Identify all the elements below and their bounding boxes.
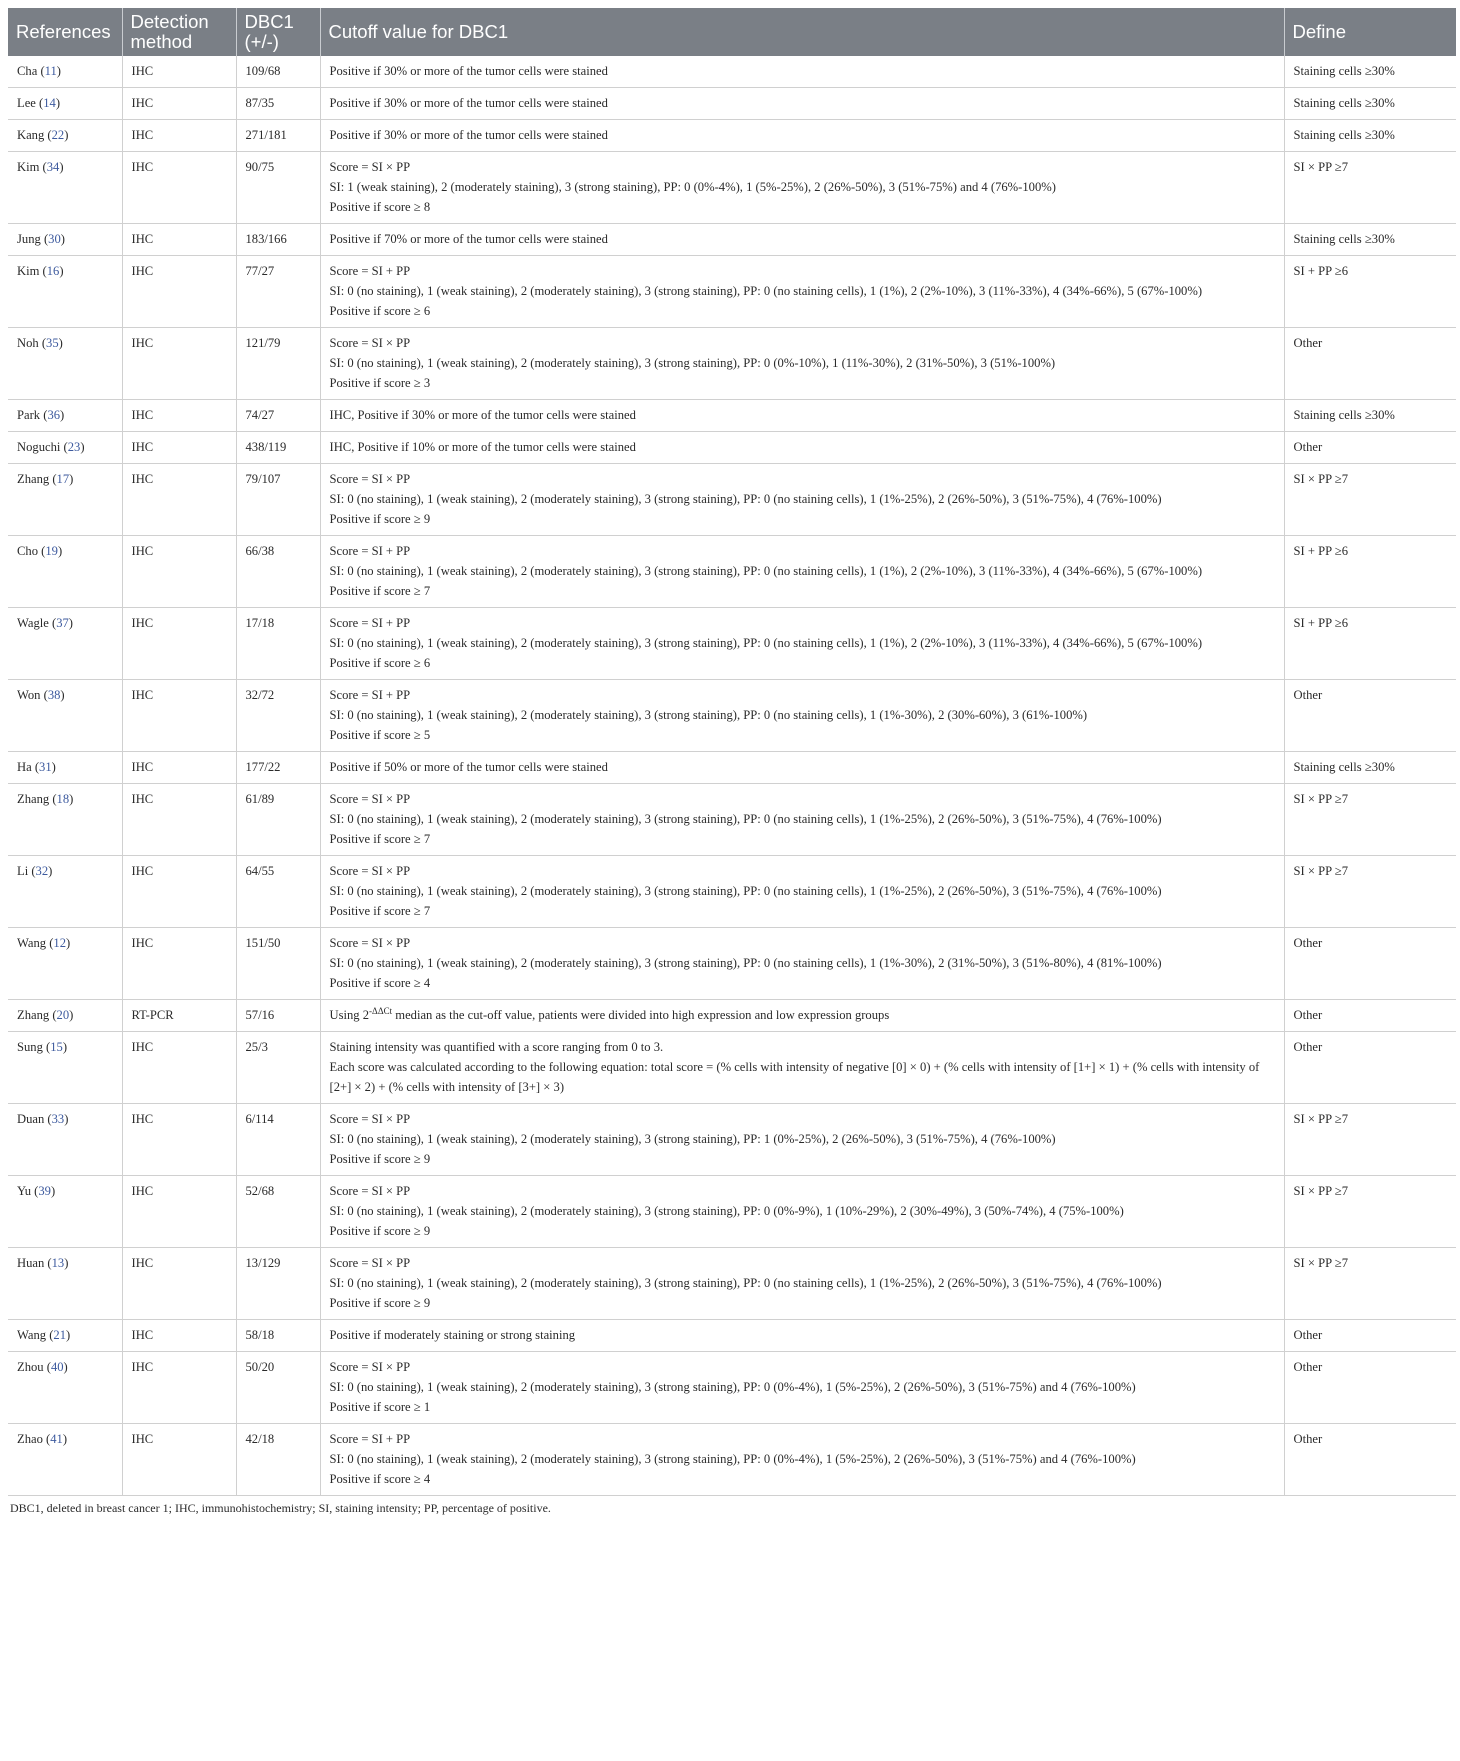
table-row [8,88,1456,120]
reference-link[interactable]: 40 [50,1360,64,1374]
cell-detection-method: IHC [122,1248,236,1320]
cell-cutoff [320,856,1284,928]
cutoff-line: SI: 0 (no staining), 1 (weak staining), 2 (moderately staining), 3 (strong staining), PP: 1 (0%-25%), 2 (26%-50%), 3 (51%-75%), 4 (76%-100%) [329,1132,1056,1146]
cell-dbc1: 87/35 [236,88,320,120]
cutoff-line: SI: 0 (no staining), 1 (weak staining), 2 (moderately staining), 3 (strong staining), PP: 0 (no staining cells), 1 (1%), 2 (2%-10%), 3 (11%-33%), 4 (34%-66%), 5 (67%-100%) [329,284,1203,298]
cell-dbc1: 109/68 [236,56,320,88]
cell-cutoff [320,56,1284,88]
cell-detection-method: IHC [122,680,236,752]
table-row [8,432,1456,464]
cutoff-line: SI: 0 (no staining), 1 (weak staining), 2 (moderately staining), 3 (strong staining), PP: 0 (0%-9%), 1 (10%-29%), 2 (30%-49%), 3 (50%-74%), 4 (75%-100%) [329,1204,1124,1218]
table-row [8,784,1456,856]
cell-dbc1: 13/129 [236,1248,320,1320]
cutoff-line: IHC, Positive if 30% or more of the tumor cells were stained [329,408,636,422]
table-row [8,752,1456,784]
cell-cutoff [320,152,1284,224]
cell-define: SI × PP ≥7 [1284,1248,1456,1320]
cell-cutoff [320,1000,1284,1032]
cutoff-line: Positive if score ≥ 4 [329,976,431,990]
reference-author: Huan [17,1256,45,1270]
reference-link[interactable]: 13 [51,1256,65,1270]
cell-dbc1: 58/18 [236,1320,320,1352]
cutoff-line: Positive if score ≥ 4 [329,1472,431,1486]
reference-author: Cho [17,544,38,558]
cell-dbc1: 74/27 [236,400,320,432]
cell-define: Staining cells ≥30% [1284,88,1456,120]
cell-dbc1: 64/55 [236,856,320,928]
cell-define: SI × PP ≥7 [1284,856,1456,928]
reference-link[interactable]: 36 [47,408,61,422]
reference-link[interactable]: 23 [67,440,81,454]
cell-cutoff [320,328,1284,400]
cell-detection-method: IHC [122,88,236,120]
reference-author: Noh [17,336,39,350]
cell-dbc1: 50/20 [236,1352,320,1424]
cell-define: Staining cells ≥30% [1284,400,1456,432]
table-row [8,536,1456,608]
cutoff-line: Positive if 30% or more of the tumor cells were stained [329,96,608,110]
reference-author: Ha [17,760,32,774]
cell-detection-method: IHC [122,1352,236,1424]
reference-author: Wang [17,936,47,950]
cell-define: SI × PP ≥7 [1284,1176,1456,1248]
cutoff-line: Positive if 50% or more of the tumor cells were stained [329,760,608,774]
cell-detection-method: IHC [122,1320,236,1352]
cutoff-line: Positive if score ≥ 8 [329,200,431,214]
cutoff-line: Score = SI × PP [329,864,411,878]
reference-author: Yu [17,1184,31,1198]
cell-cutoff [320,88,1284,120]
cell-cutoff [320,752,1284,784]
cutoff-line: SI: 0 (no staining), 1 (weak staining), 2 (moderately staining), 3 (strong staining), PP: 0 (no staining cells), 1 (1%), 2 (2%-10%), 3 (11%-33%), 4 (34%-66%), 5 (67%-100%) [329,564,1203,578]
table-row [8,608,1456,680]
cutoff-line: SI: 0 (no staining), 1 (weak staining), 2 (moderately staining), 3 (strong staining), PP: 0 (no staining cells), 1 (1%), 2 (2%-10%), 3 (11%-33%), 4 (34%-66%), 5 (67%-100%) [329,636,1203,650]
cutoff-line: Positive if score ≥ 7 [329,904,431,918]
cell-cutoff [320,680,1284,752]
cell-reference: Zhang (18) [8,784,122,856]
cutoff-line: Positive if 30% or more of the tumor cells were stained [329,128,608,142]
cell-cutoff [320,1352,1284,1424]
table-row [8,1424,1456,1496]
table-body [8,56,1456,1496]
cell-cutoff [320,1104,1284,1176]
cell-cutoff [320,224,1284,256]
cell-reference: Wang (12) [8,928,122,1000]
cutoff-line: Score = SI × PP [329,792,411,806]
cell-detection-method: IHC [122,224,236,256]
reference-link[interactable]: 18 [56,792,70,806]
cutoff-line: SI: 0 (no staining), 1 (weak staining), 2 (moderately staining), 3 (strong staining), PP: 0 (no staining cells), 1 (1%-25%), 2 (26%-50%), 3 (51%-75%), 4 (76%-100%) [329,884,1162,898]
cell-dbc1: 52/68 [236,1176,320,1248]
cell-cutoff [320,784,1284,856]
cell-dbc1: 32/72 [236,680,320,752]
reference-link[interactable]: 12 [53,936,66,950]
table-footnote: DBC1, deleted in breast cancer 1; IHC, immunohistochemistry; SI, staining intensity; PP, percentage of positive. [10,1501,551,1515]
cell-define: Other [1284,1000,1456,1032]
cutoff-line: SI: 0 (no staining), 1 (weak staining), 2 (moderately staining), 3 (strong staining), PP: 0 (no staining cells), 1 (1%-30%), 2 (31%-50%), 3 (51%-80%), 4 (81%-100%) [329,956,1162,970]
cutoff-line: Score = SI × PP [329,1256,411,1270]
cell-reference: Ha (31) [8,752,122,784]
cutoff-line: SI: 0 (no staining), 1 (weak staining), 2 (moderately staining), 3 (strong staining), PP: 0 (no staining cells), 1 (1%-25%), 2 (26%-50%), 3 (51%-75%), 4 (76%-100%) [329,1276,1162,1290]
table-row [8,328,1456,400]
table-row [8,1352,1456,1424]
cell-detection-method: RT-PCR [122,1000,236,1032]
cell-detection-method: IHC [122,784,236,856]
reference-link[interactable]: 37 [56,616,69,630]
cell-reference: Zhou (40) [8,1352,122,1424]
cell-detection-method: IHC [122,328,236,400]
cutoff-line: Score = SI × PP [329,1184,411,1198]
cell-define: Other [1284,928,1456,1000]
reference-link[interactable]: 16 [46,264,60,278]
cell-define: SI × PP ≥7 [1284,464,1456,536]
table-row [8,928,1456,1000]
cell-dbc1: 177/22 [236,752,320,784]
cell-cutoff [320,464,1284,536]
cutoff-line: Positive if score ≥ 9 [329,1296,431,1310]
reference-author: Won [17,688,41,702]
cell-cutoff [320,536,1284,608]
reference-author: Cha [17,64,38,78]
header-dbc1: DBC1 (+/-) [236,8,320,56]
cell-cutoff [320,120,1284,152]
table-row [8,856,1456,928]
cell-reference: Sung (15) [8,1032,122,1104]
cell-detection-method: IHC [122,464,236,536]
cutoff-line: Positive if score ≥ 7 [329,832,431,846]
table-row [8,152,1456,224]
reference-author: Lee [17,96,36,110]
cell-dbc1: 121/79 [236,328,320,400]
reference-link[interactable]: 17 [56,472,70,486]
cutoff-line: Positive if score ≥ 7 [329,584,431,598]
cutoff-line: Score = SI × PP [329,472,411,486]
reference-author: Zhou [17,1360,44,1374]
cell-detection-method: IHC [122,152,236,224]
cell-dbc1: 25/3 [236,1032,320,1104]
cell-dbc1: 79/107 [236,464,320,536]
cutoff-line: Score = SI × PP [329,160,411,174]
cutoff-line: Positive if score ≥ 3 [329,376,431,390]
cell-dbc1: 438/119 [236,432,320,464]
cell-detection-method: IHC [122,752,236,784]
cutoff-line: Positive if score ≥ 5 [329,728,431,742]
cell-dbc1: 57/16 [236,1000,320,1032]
cell-dbc1: 183/166 [236,224,320,256]
cell-cutoff [320,432,1284,464]
cell-reference: Kim (16) [8,256,122,328]
cell-reference: Duan (33) [8,1104,122,1176]
cell-define: Other [1284,432,1456,464]
cell-reference: Yu (39) [8,1176,122,1248]
reference-link[interactable]: 19 [45,544,58,558]
table-container [8,8,1456,1516]
cell-cutoff [320,1320,1284,1352]
cutoff-line: Score = SI × PP [329,936,411,950]
reference-link[interactable]: 15 [50,1040,63,1054]
cutoff-line: Positive if 70% or more of the tumor cells were stained [329,232,608,246]
cell-detection-method: IHC [122,400,236,432]
cell-define: Other [1284,1352,1456,1424]
table-row [8,1104,1456,1176]
reference-link[interactable]: 21 [53,1328,66,1342]
reference-author: Wagle [17,616,49,630]
cell-define: Staining cells ≥30% [1284,56,1456,88]
cutoff-line: SI: 0 (no staining), 1 (weak staining), 2 (moderately staining), 3 (strong staining), PP: 0 (0%-4%), 1 (5%-25%), 2 (26%-50%), 3 (51%-75%) and 4 (76%-100%) [329,1380,1136,1394]
cell-define: SI × PP ≥7 [1284,1104,1456,1176]
cutoff-line: Score = SI + PP [329,1432,411,1446]
reference-link[interactable]: 33 [51,1112,65,1126]
cutoff-line: IHC, Positive if 10% or more of the tumor cells were stained [329,440,636,454]
cell-cutoff [320,608,1284,680]
cell-dbc1: 90/75 [236,152,320,224]
cell-cutoff [320,928,1284,1000]
reference-author: Jung [17,232,41,246]
cell-cutoff [320,1176,1284,1248]
cell-reference: Zhao (41) [8,1424,122,1496]
cutoff-line: Score = SI × PP [329,1360,411,1374]
cell-detection-method: IHC [122,432,236,464]
cell-cutoff [320,400,1284,432]
cell-dbc1: 17/18 [236,608,320,680]
cell-detection-method: IHC [122,56,236,88]
cell-define: SI + PP ≥6 [1284,256,1456,328]
cutoff-line: Positive if score ≥ 6 [329,304,431,318]
cell-detection-method: IHC [122,256,236,328]
cell-define: Staining cells ≥30% [1284,752,1456,784]
cell-dbc1: 66/38 [236,536,320,608]
cell-reference: Won (38) [8,680,122,752]
cutoff-line: Positive if score ≥ 9 [329,1224,431,1238]
reference-author: Li [17,864,29,878]
reference-link[interactable]: 35 [46,336,59,350]
table-row [8,256,1456,328]
cutoff-line: SI: 1 (weak staining), 2 (moderately staining), 3 (strong staining), PP: 0 (0%-4%), 1 (5%-25%), 2 (26%-50%), 3 (51%-75%) and 4 (76%-100%) [329,180,1056,194]
cell-define: SI + PP ≥6 [1284,608,1456,680]
cutoff-line: Positive if 30% or more of the tumor cells were stained [329,64,608,78]
cutoff-superscript: -ΔΔCt [369,1005,393,1016]
cutoff-line: Score = SI + PP [329,544,411,558]
table-row [8,400,1456,432]
dbc1-cutoff-table [8,8,1456,1496]
cell-cutoff [320,1424,1284,1496]
cell-reference: Park (36) [8,400,122,432]
cutoff-line: SI: 0 (no staining), 1 (weak staining), 2 (moderately staining), 3 (strong staining), PP: 0 (no staining cells), 1 (1%-30%), 2 (30%-60%), 3 (61%-100%) [329,708,1088,722]
reference-link[interactable]: 32 [35,864,49,878]
header-references: References [8,8,122,56]
reference-author: Kim [17,264,40,278]
cutoff-line: Positive if score ≥ 9 [329,1152,431,1166]
header-cutoff: Cutoff value for DBC1 [320,8,1284,56]
cutoff-line: Score = SI + PP [329,688,411,702]
cell-define: SI × PP ≥7 [1284,784,1456,856]
reference-author: Sung [17,1040,43,1054]
reference-author: Zhang [17,472,50,486]
cell-define: SI × PP ≥7 [1284,152,1456,224]
cell-reference: Kim (34) [8,152,122,224]
reference-author: Zhao [17,1432,43,1446]
cutoff-line: SI: 0 (no staining), 1 (weak staining), 2 (moderately staining), 3 (strong staining), PP: 0 (0%-4%), 1 (5%-25%), 2 (26%-50%), 3 (51%-75%) and 4 (76%-100%) [329,1452,1136,1466]
cell-reference: Lee (14) [8,88,122,120]
cell-define: Other [1284,1320,1456,1352]
cutoff-line: Positive if score ≥ 9 [329,512,431,526]
cell-detection-method: IHC [122,1104,236,1176]
table-row [8,56,1456,88]
cell-reference: Noguchi (23) [8,432,122,464]
cutoff-line: SI: 0 (no staining), 1 (weak staining), 2 (moderately staining), 3 (strong staining), PP: 0 (0%-10%), 1 (11%-30%), 2 (31%-50%), 3 (51%-100%) [329,356,1056,370]
cutoff-line: Score = SI × PP [329,336,411,350]
cell-define: SI + PP ≥6 [1284,536,1456,608]
reference-author: Zhang [17,1008,50,1022]
cell-reference: Cha (11) [8,56,122,88]
cell-reference: Noh (35) [8,328,122,400]
cell-detection-method: IHC [122,1176,236,1248]
reference-author: Zhang [17,792,50,806]
table-row [8,464,1456,536]
cell-dbc1: 271/181 [236,120,320,152]
cell-detection-method: IHC [122,928,236,1000]
cell-dbc1: 42/18 [236,1424,320,1496]
cutoff-line: Score = SI × PP [329,1112,411,1126]
table-row [8,120,1456,152]
table-row [8,1248,1456,1320]
reference-link[interactable]: 20 [56,1008,70,1022]
header-define: Define [1284,8,1456,56]
cell-reference: Wang (21) [8,1320,122,1352]
cell-cutoff [320,256,1284,328]
reference-author: Kim [17,160,40,174]
table-row [8,1000,1456,1032]
reference-author: Wang [17,1328,47,1342]
cutoff-text-after: median as the cut-off value, patients were divided into high expression and low expression groups [392,1008,890,1022]
cell-dbc1: 61/89 [236,784,320,856]
cell-define: Staining cells ≥30% [1284,224,1456,256]
reference-author: Duan [17,1112,45,1126]
reference-link[interactable]: 30 [48,232,61,246]
reference-author: Kang [17,128,45,142]
cutoff-line: Score = SI + PP [329,616,411,630]
cell-dbc1: 151/50 [236,928,320,1000]
header-detection-method: Detection method [122,8,236,56]
reference-link[interactable]: 34 [46,160,60,174]
cell-define: Staining cells ≥30% [1284,120,1456,152]
table-row [8,680,1456,752]
cell-reference: Jung (30) [8,224,122,256]
cell-define: Other [1284,1424,1456,1496]
cutoff-line: SI: 0 (no staining), 1 (weak staining), 2 (moderately staining), 3 (strong staining), PP: 0 (no staining cells), 1 (1%-25%), 2 (26%-50%), 3 (51%-75%), 4 (76%-100%) [329,492,1162,506]
cell-define: Other [1284,1032,1456,1104]
cell-detection-method: IHC [122,120,236,152]
cell-reference: Cho (19) [8,536,122,608]
cell-detection-method: IHC [122,1032,236,1104]
reference-link[interactable]: 14 [43,96,56,110]
reference-link[interactable]: 22 [51,128,65,142]
cell-cutoff [320,1248,1284,1320]
cell-reference: Kang (22) [8,120,122,152]
reference-link[interactable]: 39 [38,1184,51,1198]
table-row [8,1176,1456,1248]
cell-dbc1: 77/27 [236,256,320,328]
cell-define: Other [1284,328,1456,400]
reference-link[interactable]: 41 [50,1432,63,1446]
table-row [8,1320,1456,1352]
cell-reference: Huan (13) [8,1248,122,1320]
cutoff-line: Positive if score ≥ 6 [329,656,431,670]
cell-detection-method: IHC [122,1424,236,1496]
cutoff-line: Positive if score ≥ 1 [329,1400,431,1414]
cell-detection-method: IHC [122,608,236,680]
reference-author: Park [17,408,41,422]
cell-detection-method: IHC [122,536,236,608]
cutoff-line: SI: 0 (no staining), 1 (weak staining), 2 (moderately staining), 3 (strong staining), PP: 0 (no staining cells), 1 (1%-25%), 2 (26%-50%), 3 (51%-75%), 4 (76%-100%) [329,812,1162,826]
reference-author: Noguchi [17,440,61,454]
cutoff-line: Positive if moderately staining or strong staining [329,1328,576,1342]
table-header-row [8,8,1456,56]
table-row [8,1032,1456,1104]
cutoff-text-before: Using 2 [329,1008,370,1022]
cell-reference: Li (32) [8,856,122,928]
reference-link[interactable]: 11 [44,64,57,78]
cell-define: Other [1284,680,1456,752]
cell-cutoff [320,1032,1284,1104]
cell-detection-method: IHC [122,856,236,928]
cutoff-line: Score = SI + PP [329,264,411,278]
cell-reference: Zhang (20) [8,1000,122,1032]
cell-reference: Wagle (37) [8,608,122,680]
reference-link[interactable]: 38 [47,688,61,702]
table-row [8,224,1456,256]
reference-link[interactable]: 31 [39,760,52,774]
cell-reference: Zhang (17) [8,464,122,536]
cell-dbc1: 6/114 [236,1104,320,1176]
cutoff-line: Each score was calculated according to the following equation: total score = (% cells with intensity of negative [0] × 0) + (% cells with intensity of [1+] × 1) + (% cells with intensity of [2+] × 2) + (% cells with intensity of [3+] × 3) [329,1060,1260,1094]
cutoff-line: Staining intensity was quantified with a score ranging from 0 to 3. [329,1040,664,1054]
